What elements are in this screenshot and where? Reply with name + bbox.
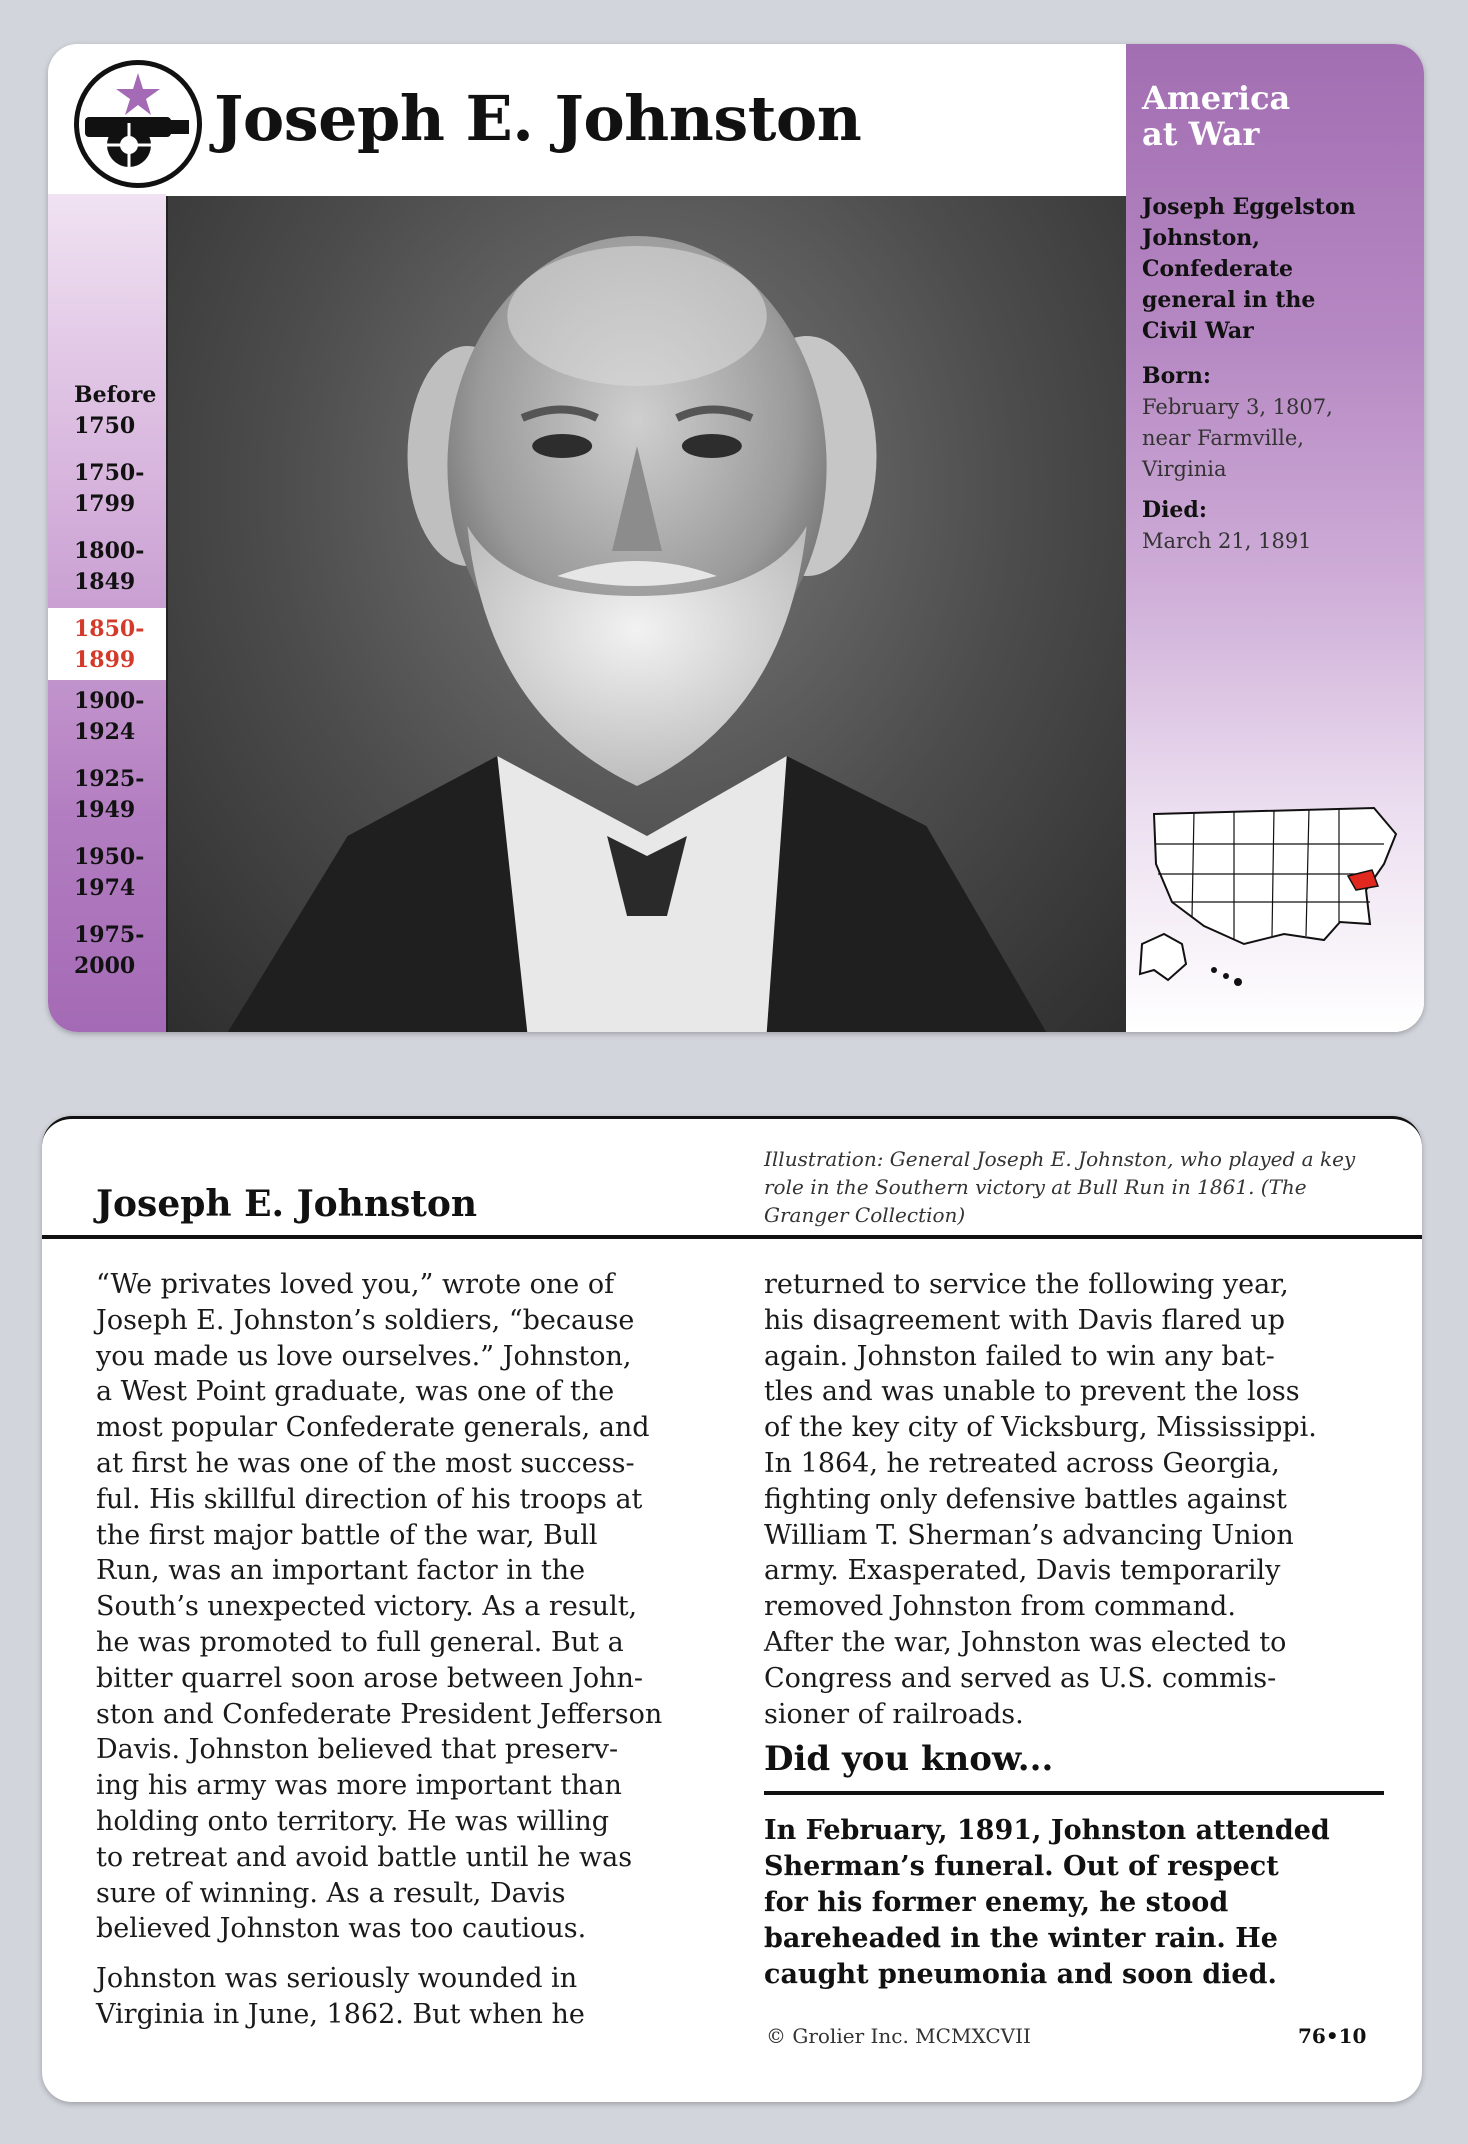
bio-column-right — [764, 1267, 1404, 1746]
era-label: 1950- 1974 — [74, 844, 145, 901]
card-number: 76•10 — [1298, 2024, 1367, 2048]
era-label: 1975- 2000 — [74, 922, 145, 979]
era-item — [48, 836, 166, 914]
did-you-know-divider — [764, 1791, 1384, 1795]
portrait-photo — [166, 196, 1126, 1032]
era-item — [48, 530, 166, 608]
born-label: Born: — [1142, 363, 1211, 389]
card-front — [48, 44, 1424, 1032]
info-panel — [1126, 44, 1424, 1032]
series-title: America at War — [1142, 79, 1291, 153]
person-subtitle: Joseph Eggelston Johnston, Confederate general in the Civil War — [1142, 194, 1356, 344]
illustration-caption: Illustration: General Joseph E. Johnston, who played a key role in the Southern victory at Bull Run in 1861. (The Granger Collection) — [764, 1147, 1356, 1227]
era-label: 1850- 1899 — [74, 616, 145, 673]
copyright: © Grolier Inc. MCMXCVII — [766, 2024, 1031, 2048]
us-map-icon — [1134, 794, 1414, 994]
era-label: 1925- 1949 — [74, 766, 145, 823]
era-item — [48, 914, 166, 992]
era-label: Before 1750 — [74, 382, 157, 439]
era-item — [48, 452, 166, 530]
died-value: March 21, 1891 — [1142, 529, 1312, 553]
era-item — [48, 680, 166, 758]
did-you-know-text: In February, 1891, Johnston attended Sherman’s funeral. Out of respect for his former enemy, he stood bareheaded in the winter rain. He caught pneumonia and soon died. — [764, 1815, 1330, 1990]
bio-paragraph: “We privates loved you,” wrote one of Joseph E. Johnston’s soldiers, “because you made us love ourselves.” Johnston, a West Point graduate, was one of the most popular Confederate generals, and at first he was one of the most success- ful. His skillful direction of his troops at the first major battle of the war, Bull Run, was an important factor in the South’s unexpected victory. As a result, he was promoted to full general. But a bitter quarrel soon arose between John- ston and Confederate President Jefferson Davis. Johnston believed that preserv- ing his army was more important than holding onto territory. He was willing to retreat and avoid battle until he was sure of winning. As a result, Davis believed Johnston was too cautious. — [96, 1269, 663, 1945]
era-item-active — [48, 608, 166, 680]
header-divider — [42, 1235, 1422, 1239]
died-label: Died: — [1142, 497, 1207, 523]
era-item — [48, 374, 166, 452]
did-you-know-title: Did you know... — [764, 1739, 1054, 1779]
front-title: Joseph E. Johnston — [214, 82, 862, 155]
bio-paragraph: Johnston was seriously wounded in Virginia in June, 1862. But when he — [96, 1963, 585, 2030]
bio-paragraph: returned to service the following year, his disagreement with Davis flared up again. Johnston failed to win any bat- tles and was unable to prevent the loss of the key city of Vicksburg, Mississippi. In 1864, he retreated across Georgia, fighting only defensive battles against William T. Sherman’s advancing Union army. Exasperated, Davis temporarily removed Johnston from command. After the war, Johnston was elected to Congress and served as U.S. commis- sioner of railroads. — [764, 1269, 1317, 1730]
bio-column-left — [96, 1267, 736, 2047]
back-title: Joseph E. Johnston — [96, 1183, 478, 1225]
era-label: 1900- 1924 — [74, 688, 145, 745]
era-label: 1750- 1799 — [74, 460, 145, 517]
born-value: February 3, 1807, near Farmville, Virginia — [1142, 395, 1333, 481]
cannon-star-logo-icon — [74, 60, 202, 188]
card-back — [42, 1116, 1422, 2102]
era-list — [48, 374, 166, 992]
era-item — [48, 758, 166, 836]
era-label: 1800- 1849 — [74, 538, 145, 595]
